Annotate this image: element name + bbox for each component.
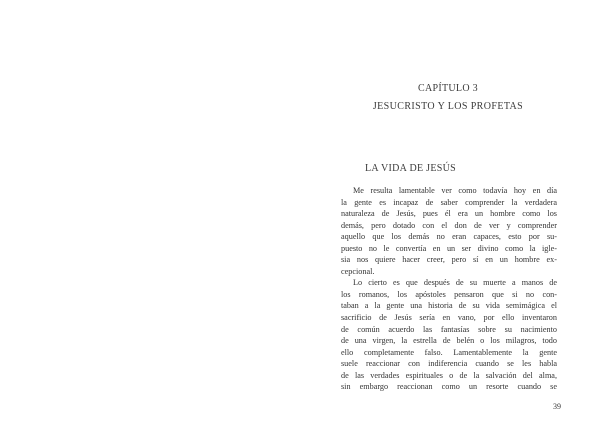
body-line: sin embargo reaccionan como un resorte cuando se: [341, 382, 557, 392]
section-heading: LA VIDA DE JESÚS: [365, 163, 457, 174]
body-line: los romanos, los apóstoles pensaron que si no con-: [341, 289, 557, 299]
chapter-title: JESUCRISTO Y LOS PROFETAS: [372, 101, 524, 112]
body-line: suele reaccionar con indiferencia cuando se les habla: [341, 359, 557, 369]
body-line: Me resulta lamentable ver como todavía hoy en día: [353, 186, 557, 195]
body-line: aquello que los demás no eran capaces, esto por su-: [341, 232, 557, 242]
chapter-label: CAPÍTULO 3: [418, 83, 478, 94]
body-line: puesto no le convertía en un ser divino como la igle-: [341, 243, 557, 253]
body-line: de común acuerdo las fantasías sobre su nacimiento: [341, 324, 557, 334]
body-line: la gente es incapaz de saber comprender la verdadera: [341, 197, 557, 207]
body-line: de una virgen, la estrella de belén o los milagros, todo: [341, 336, 557, 346]
body-line: ello completamente falso. Lamentablemente la gente: [341, 347, 557, 357]
body-line: de las verdades espirituales o de la salvación del alma,: [341, 370, 557, 380]
body-line: sia nos quiere hacer creer, pero sí en un hombre ex-: [341, 255, 557, 265]
body-line: demás, pero dotado con el don de ver y comprender: [341, 220, 557, 230]
body-line: Lo cierto es que después de su muerte a manos de: [353, 278, 557, 288]
body-line: sacrificio de Jesús sería en vano, por ello inventaron: [341, 313, 557, 323]
body-text: [341, 185, 557, 393]
body-line: cepcional.: [341, 266, 375, 276]
body-line: naturaleza de Jesús, pues él era un hombre como los: [341, 209, 557, 219]
body-line: taban a la gente una historia de su vida semimágica el: [341, 301, 557, 311]
page-number: 39: [553, 402, 561, 411]
